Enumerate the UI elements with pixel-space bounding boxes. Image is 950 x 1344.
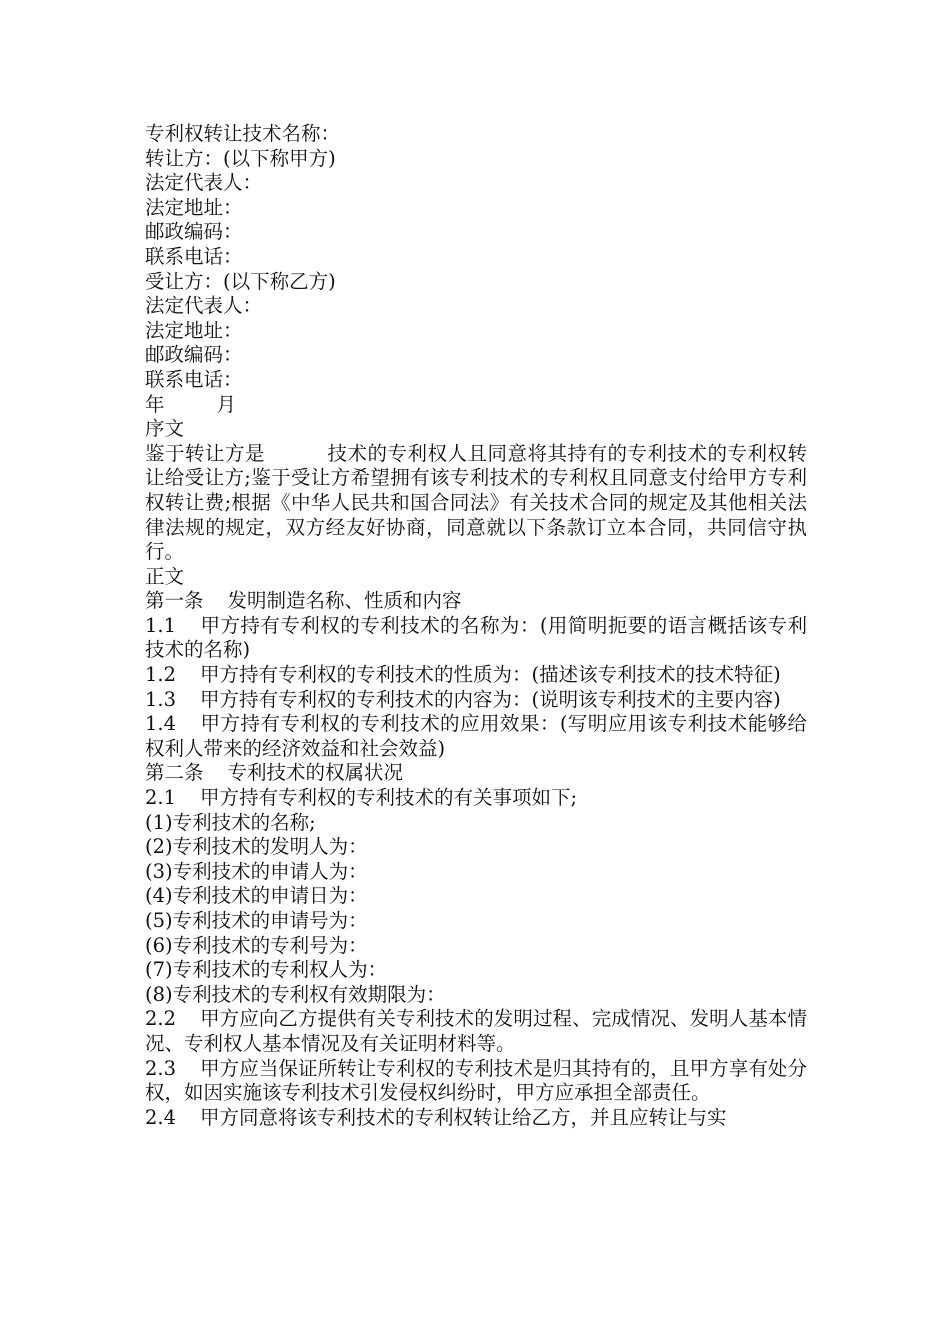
clause-text: 甲方持有专利权的专利技术的应用效果：(写明应用该专利技术能够给权利人带来的经济效益和社会效益) — [145, 712, 807, 760]
transferee-rep-line: 法定代表人： — [145, 294, 263, 318]
clause-text: 甲方应向乙方提供有关专利技术的发明过程、完成情况、发明人基本情况、专利权人基本情况及有关证明材料等。 — [145, 1007, 807, 1055]
contract-page — [145, 122, 807, 1130]
transferee-zip-line: 邮政编码： — [145, 343, 243, 367]
clause-1-3 — [145, 688, 807, 713]
subitem-7: (7)专利技术的专利权人为： — [145, 958, 388, 982]
clause-1-4 — [145, 712, 807, 761]
article-title: 发明制造名称、性质和内容 — [227, 589, 462, 613]
clause-number: 1.4 — [145, 712, 177, 736]
date-month: 月 — [216, 392, 237, 416]
transferor-zip-line: 邮政编码： — [145, 220, 243, 244]
clause-2-3 — [145, 1057, 807, 1106]
subitem-3: (3)专利技术的申请人为： — [145, 859, 368, 883]
subitem-5: (5)专利技术的申请号为： — [145, 909, 368, 932]
transferee-phone-line: 联系电话： — [145, 367, 243, 391]
clause-1-1 — [145, 614, 807, 663]
clause-text: 甲方应当保证所转让专利权的专利技术是归其持有的，且甲方享有处分权，如因实施该专利技术引发侵权纠纷时，甲方应承担全部责任。 — [145, 1056, 807, 1105]
subitem-8: (8)专利技术的专利权有效期限为： — [145, 982, 446, 1006]
clause-text: 甲方持有专利权的专利技术的名称为：(用简明扼要的语言概括该专利技术的名称) — [145, 613, 807, 662]
transferor-line: 转让方：(以下称甲方) — [145, 146, 336, 170]
article-number: 第二条 — [145, 761, 204, 785]
transferor-phone-line: 联系电话： — [145, 244, 243, 268]
tech-name-line: 专利权转让技术名称： — [145, 122, 341, 145]
transferee-line: 受让方：(以下称乙方) — [145, 269, 336, 293]
clause-number: 1.2 — [145, 663, 177, 687]
clause-number: 2.4 — [145, 1105, 177, 1129]
clause-number: 2.1 — [145, 786, 177, 810]
preamble-paragraph — [145, 442, 807, 565]
clause-text: 甲方持有专利权的专利技术的内容为：(说明该专利技术的主要内容) — [200, 687, 781, 711]
transferor-addr-line: 法定地址： — [145, 195, 243, 219]
subitem-2: (2)专利技术的发明人为： — [145, 835, 368, 859]
transferee-addr-line: 法定地址： — [145, 318, 243, 342]
clause-2-2 — [145, 1007, 807, 1056]
preamble-heading: 序文 — [145, 417, 185, 441]
clause-text: 甲方持有专利权的专利技术的有关事项如下; — [200, 786, 578, 810]
subitem-4: (4)专利技术的申请日为： — [145, 884, 368, 908]
date-year: 年 — [145, 392, 165, 416]
body-heading: 正文 — [145, 564, 185, 588]
clause-number: 2.3 — [145, 1056, 177, 1080]
article-1-heading — [145, 589, 807, 614]
subitem-6: (6)专利技术的专利号为： — [145, 933, 368, 957]
date-line — [145, 393, 807, 418]
clause-number: 2.2 — [145, 1007, 177, 1031]
clause-text: 甲方持有专利权的专利技术的性质为：(描述该专利技术的技术特征) — [200, 663, 781, 687]
clause-number: 1.1 — [145, 613, 177, 637]
clause-1-2 — [145, 663, 807, 688]
article-2-heading — [145, 761, 807, 786]
preamble-start: 鉴于转让方是 — [145, 441, 265, 465]
clause-number: 1.3 — [145, 687, 177, 711]
preamble-rest: 技术的专利权人且同意将其持有的专利技术的专利权转让给受让方;鉴于受让方希望拥有该专利技术的专利权且同意支付给甲方专利权转让费;根据《中华人民共和国合同法》有关技术合同的规定及其他相关法律法规的规定，双方经友好协商，同意就以下条款订立本合同，共同信守执行。 — [145, 441, 807, 564]
subitem-1: (1)专利技术的名称; — [145, 810, 316, 834]
transferor-rep-line: 法定代表人： — [145, 171, 263, 195]
clause-2-1 — [145, 786, 807, 811]
clause-text: 甲方同意将该专利技术的专利权转让给乙方，并且应转让与实 — [200, 1105, 727, 1129]
clause-2-4 — [145, 1106, 807, 1131]
article-number: 第一条 — [145, 589, 204, 613]
article-title: 专利技术的权属状况 — [227, 761, 404, 785]
